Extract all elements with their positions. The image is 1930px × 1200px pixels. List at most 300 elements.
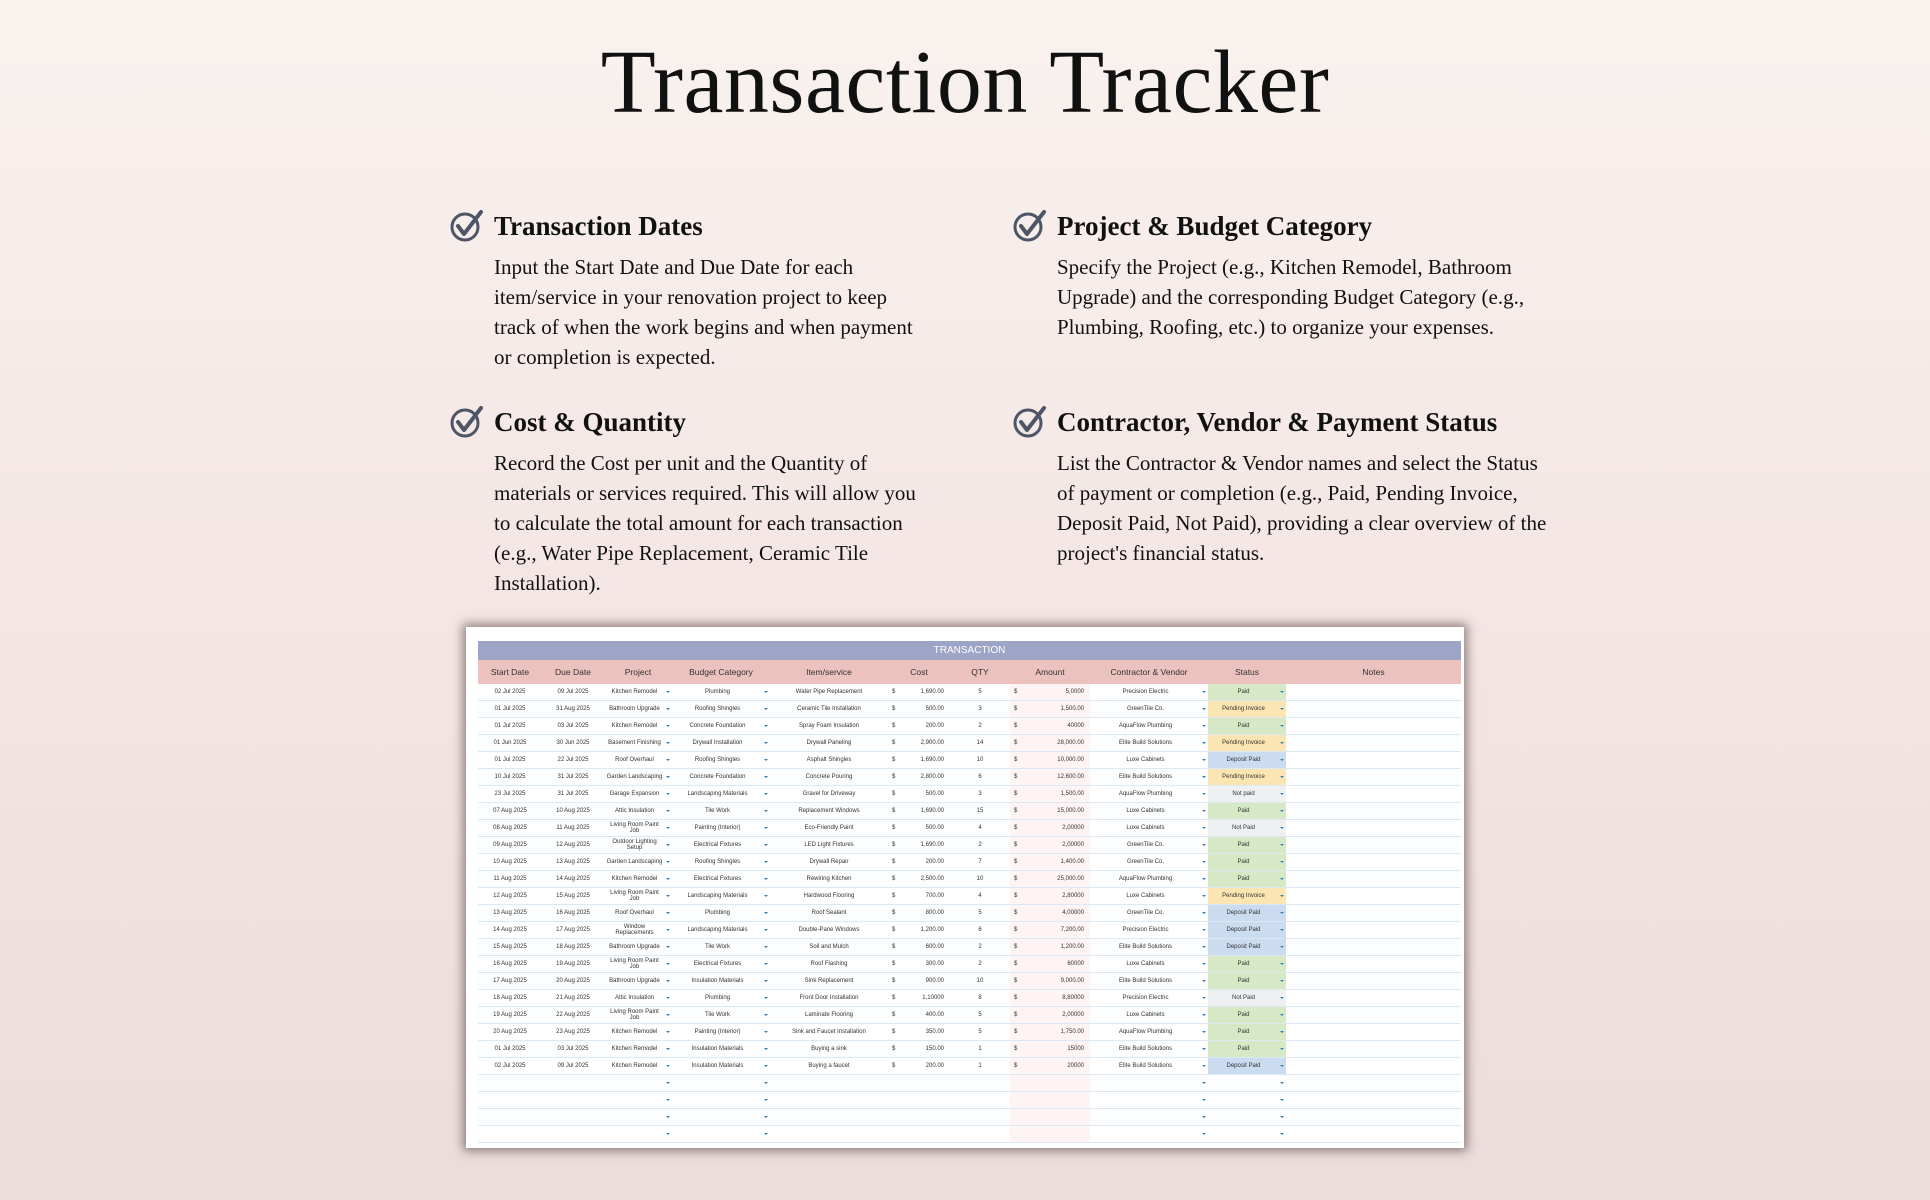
item-service-cell[interactable] xyxy=(770,820,888,837)
empty-table-row xyxy=(478,1126,1461,1143)
start-date-cell[interactable] xyxy=(478,752,542,769)
empty-cell[interactable] xyxy=(950,1126,1010,1143)
amount-cell[interactable] xyxy=(1010,786,1090,803)
item-service-cell[interactable] xyxy=(770,956,888,973)
notes-cell[interactable] xyxy=(1286,786,1461,803)
due-date-cell[interactable] xyxy=(542,905,604,922)
status-dropdown[interactable] xyxy=(1208,820,1286,837)
item-service-cell[interactable] xyxy=(770,684,888,701)
vendor-dropdown[interactable] xyxy=(1090,871,1208,888)
start-date-cell[interactable] xyxy=(478,1058,542,1075)
cost-cell[interactable] xyxy=(888,769,950,786)
start-date-cell[interactable] xyxy=(478,769,542,786)
qty-cell[interactable] xyxy=(950,769,1010,786)
notes-cell[interactable] xyxy=(1286,888,1461,905)
amount-cell[interactable] xyxy=(1010,718,1090,735)
item-service-cell[interactable] xyxy=(770,939,888,956)
amount-cell[interactable] xyxy=(1010,939,1090,956)
notes-cell[interactable] xyxy=(1286,837,1461,854)
start-date-cell[interactable] xyxy=(478,1024,542,1041)
status-dropdown[interactable] xyxy=(1208,735,1286,752)
notes-cell[interactable] xyxy=(1286,854,1461,871)
empty-cell[interactable] xyxy=(672,1109,770,1126)
cost-cell[interactable] xyxy=(888,718,950,735)
project-dropdown[interactable] xyxy=(604,939,672,956)
notes-cell[interactable] xyxy=(1286,1024,1461,1041)
start-date-cell[interactable] xyxy=(478,718,542,735)
amount-cell[interactable] xyxy=(1010,854,1090,871)
empty-cell[interactable] xyxy=(1208,1092,1286,1109)
cost-cell[interactable] xyxy=(888,871,950,888)
start-date-cell[interactable] xyxy=(478,905,542,922)
item-service-cell[interactable] xyxy=(770,1058,888,1075)
budget-category-dropdown[interactable] xyxy=(672,820,770,837)
budget-category-dropdown[interactable] xyxy=(672,701,770,718)
item-service-cell[interactable] xyxy=(770,1041,888,1058)
vendor-dropdown[interactable] xyxy=(1090,854,1208,871)
cost-cell[interactable] xyxy=(888,803,950,820)
budget-category-dropdown[interactable] xyxy=(672,871,770,888)
project-dropdown[interactable] xyxy=(604,786,672,803)
start-date-cell[interactable] xyxy=(478,820,542,837)
due-date-cell[interactable] xyxy=(542,888,604,905)
vendor-dropdown[interactable] xyxy=(1090,1007,1208,1024)
project-dropdown[interactable] xyxy=(604,990,672,1007)
empty-cell[interactable] xyxy=(1010,1092,1090,1109)
qty-cell[interactable] xyxy=(950,718,1010,735)
due-date-cell[interactable] xyxy=(542,973,604,990)
project-dropdown[interactable] xyxy=(604,1024,672,1041)
amount-cell[interactable] xyxy=(1010,769,1090,786)
amount-cell[interactable] xyxy=(1010,735,1090,752)
cost-cell[interactable] xyxy=(888,820,950,837)
empty-cell[interactable] xyxy=(950,1092,1010,1109)
start-date-cell[interactable] xyxy=(478,854,542,871)
empty-cell[interactable] xyxy=(770,1092,888,1109)
due-date-cell[interactable] xyxy=(542,956,604,973)
project-dropdown[interactable] xyxy=(604,1007,672,1024)
vendor-dropdown[interactable] xyxy=(1090,905,1208,922)
amount-cell[interactable] xyxy=(1010,990,1090,1007)
empty-cell[interactable] xyxy=(1208,1109,1286,1126)
budget-category-dropdown[interactable] xyxy=(672,718,770,735)
cost-cell[interactable] xyxy=(888,1058,950,1075)
amount-cell[interactable] xyxy=(1010,888,1090,905)
empty-cell[interactable] xyxy=(1090,1126,1208,1143)
budget-category-dropdown[interactable] xyxy=(672,1007,770,1024)
empty-cell[interactable] xyxy=(478,1109,542,1126)
project-dropdown[interactable] xyxy=(604,803,672,820)
cost-cell[interactable] xyxy=(888,684,950,701)
empty-cell[interactable] xyxy=(950,1109,1010,1126)
qty-cell[interactable] xyxy=(950,1058,1010,1075)
vendor-dropdown[interactable] xyxy=(1090,990,1208,1007)
project-dropdown[interactable] xyxy=(604,1058,672,1075)
vendor-dropdown[interactable] xyxy=(1090,939,1208,956)
amount-cell[interactable] xyxy=(1010,1024,1090,1041)
amount-cell[interactable] xyxy=(1010,820,1090,837)
start-date-cell[interactable] xyxy=(478,888,542,905)
due-date-cell[interactable] xyxy=(542,1058,604,1075)
item-service-cell[interactable] xyxy=(770,752,888,769)
empty-cell[interactable] xyxy=(1090,1075,1208,1092)
status-dropdown[interactable] xyxy=(1208,1024,1286,1041)
due-date-cell[interactable] xyxy=(542,752,604,769)
cost-cell[interactable] xyxy=(888,905,950,922)
vendor-dropdown[interactable] xyxy=(1090,820,1208,837)
budget-category-dropdown[interactable] xyxy=(672,837,770,854)
budget-category-dropdown[interactable] xyxy=(672,956,770,973)
item-service-cell[interactable] xyxy=(770,905,888,922)
start-date-cell[interactable] xyxy=(478,990,542,1007)
budget-category-dropdown[interactable] xyxy=(672,1041,770,1058)
due-date-cell[interactable] xyxy=(542,854,604,871)
vendor-dropdown[interactable] xyxy=(1090,735,1208,752)
empty-cell[interactable] xyxy=(1286,1092,1461,1109)
project-dropdown[interactable] xyxy=(604,905,672,922)
project-dropdown[interactable] xyxy=(604,888,672,905)
item-service-cell[interactable] xyxy=(770,786,888,803)
budget-category-dropdown[interactable] xyxy=(672,939,770,956)
empty-cell[interactable] xyxy=(888,1075,950,1092)
vendor-dropdown[interactable] xyxy=(1090,769,1208,786)
empty-cell[interactable] xyxy=(604,1092,672,1109)
status-dropdown[interactable] xyxy=(1208,752,1286,769)
item-service-cell[interactable] xyxy=(770,735,888,752)
cost-cell[interactable] xyxy=(888,922,950,939)
status-dropdown[interactable] xyxy=(1208,786,1286,803)
budget-category-dropdown[interactable] xyxy=(672,803,770,820)
due-date-cell[interactable] xyxy=(542,871,604,888)
project-dropdown[interactable] xyxy=(604,718,672,735)
notes-cell[interactable] xyxy=(1286,905,1461,922)
amount-cell[interactable] xyxy=(1010,752,1090,769)
budget-category-dropdown[interactable] xyxy=(672,769,770,786)
start-date-cell[interactable] xyxy=(478,803,542,820)
item-service-cell[interactable] xyxy=(770,1007,888,1024)
project-dropdown[interactable] xyxy=(604,701,672,718)
start-date-cell[interactable] xyxy=(478,973,542,990)
vendor-dropdown[interactable] xyxy=(1090,701,1208,718)
empty-cell[interactable] xyxy=(604,1075,672,1092)
cost-cell[interactable] xyxy=(888,973,950,990)
empty-cell[interactable] xyxy=(604,1109,672,1126)
status-dropdown[interactable] xyxy=(1208,854,1286,871)
vendor-dropdown[interactable] xyxy=(1090,752,1208,769)
empty-cell[interactable] xyxy=(1090,1109,1208,1126)
qty-cell[interactable] xyxy=(950,752,1010,769)
empty-cell[interactable] xyxy=(1208,1126,1286,1143)
qty-cell[interactable] xyxy=(950,837,1010,854)
notes-cell[interactable] xyxy=(1286,752,1461,769)
vendor-dropdown[interactable] xyxy=(1090,1041,1208,1058)
empty-cell[interactable] xyxy=(542,1126,604,1143)
project-dropdown[interactable] xyxy=(604,956,672,973)
qty-cell[interactable] xyxy=(950,973,1010,990)
start-date-cell[interactable] xyxy=(478,956,542,973)
empty-cell[interactable] xyxy=(478,1075,542,1092)
vendor-dropdown[interactable] xyxy=(1090,973,1208,990)
due-date-cell[interactable] xyxy=(542,1024,604,1041)
vendor-dropdown[interactable] xyxy=(1090,922,1208,939)
start-date-cell[interactable] xyxy=(478,684,542,701)
notes-cell[interactable] xyxy=(1286,769,1461,786)
notes-cell[interactable] xyxy=(1286,1041,1461,1058)
notes-cell[interactable] xyxy=(1286,939,1461,956)
item-service-cell[interactable] xyxy=(770,1024,888,1041)
due-date-cell[interactable] xyxy=(542,837,604,854)
amount-cell[interactable] xyxy=(1010,701,1090,718)
notes-cell[interactable] xyxy=(1286,990,1461,1007)
project-dropdown[interactable] xyxy=(604,752,672,769)
start-date-cell[interactable] xyxy=(478,922,542,939)
vendor-dropdown[interactable] xyxy=(1090,718,1208,735)
due-date-cell[interactable] xyxy=(542,939,604,956)
due-date-cell[interactable] xyxy=(542,718,604,735)
empty-cell[interactable] xyxy=(1286,1109,1461,1126)
start-date-cell[interactable] xyxy=(478,1007,542,1024)
project-dropdown[interactable] xyxy=(604,1041,672,1058)
empty-cell[interactable] xyxy=(478,1126,542,1143)
due-date-cell[interactable] xyxy=(542,701,604,718)
qty-cell[interactable] xyxy=(950,1007,1010,1024)
vendor-dropdown[interactable] xyxy=(1090,956,1208,973)
amount-cell[interactable] xyxy=(1010,1007,1090,1024)
start-date-cell[interactable] xyxy=(478,871,542,888)
start-date-cell[interactable] xyxy=(478,701,542,718)
cost-cell[interactable] xyxy=(888,1024,950,1041)
amount-cell[interactable] xyxy=(1010,905,1090,922)
qty-cell[interactable] xyxy=(950,888,1010,905)
item-service-cell[interactable] xyxy=(770,769,888,786)
empty-cell[interactable] xyxy=(770,1109,888,1126)
empty-cell[interactable] xyxy=(888,1126,950,1143)
project-dropdown[interactable] xyxy=(604,735,672,752)
qty-cell[interactable] xyxy=(950,939,1010,956)
budget-category-dropdown[interactable] xyxy=(672,905,770,922)
empty-cell[interactable] xyxy=(1010,1126,1090,1143)
status-dropdown[interactable] xyxy=(1208,939,1286,956)
budget-category-dropdown[interactable] xyxy=(672,786,770,803)
cost-cell[interactable] xyxy=(888,735,950,752)
vendor-dropdown[interactable] xyxy=(1090,888,1208,905)
status-dropdown[interactable] xyxy=(1208,769,1286,786)
status-dropdown[interactable] xyxy=(1208,973,1286,990)
cost-cell[interactable] xyxy=(888,1041,950,1058)
qty-cell[interactable] xyxy=(950,922,1010,939)
start-date-cell[interactable] xyxy=(478,786,542,803)
empty-cell[interactable] xyxy=(888,1092,950,1109)
start-date-cell[interactable] xyxy=(478,1041,542,1058)
budget-category-dropdown[interactable] xyxy=(672,1058,770,1075)
cost-cell[interactable] xyxy=(888,888,950,905)
empty-cell[interactable] xyxy=(1286,1126,1461,1143)
empty-cell[interactable] xyxy=(478,1092,542,1109)
notes-cell[interactable] xyxy=(1286,735,1461,752)
amount-cell[interactable] xyxy=(1010,1058,1090,1075)
status-dropdown[interactable] xyxy=(1208,684,1286,701)
amount-cell[interactable] xyxy=(1010,973,1090,990)
start-date-cell[interactable] xyxy=(478,735,542,752)
empty-cell[interactable] xyxy=(1090,1092,1208,1109)
qty-cell[interactable] xyxy=(950,1024,1010,1041)
project-dropdown[interactable] xyxy=(604,922,672,939)
item-service-cell[interactable] xyxy=(770,990,888,1007)
project-dropdown[interactable] xyxy=(604,871,672,888)
due-date-cell[interactable] xyxy=(542,1041,604,1058)
item-service-cell[interactable] xyxy=(770,837,888,854)
vendor-dropdown[interactable] xyxy=(1090,786,1208,803)
empty-cell[interactable] xyxy=(1208,1075,1286,1092)
status-dropdown[interactable] xyxy=(1208,701,1286,718)
empty-cell[interactable] xyxy=(950,1075,1010,1092)
empty-cell[interactable] xyxy=(1286,1075,1461,1092)
start-date-cell[interactable] xyxy=(478,837,542,854)
notes-cell[interactable] xyxy=(1286,684,1461,701)
notes-cell[interactable] xyxy=(1286,803,1461,820)
due-date-cell[interactable] xyxy=(542,786,604,803)
notes-cell[interactable] xyxy=(1286,871,1461,888)
status-dropdown[interactable] xyxy=(1208,803,1286,820)
qty-cell[interactable] xyxy=(950,803,1010,820)
amount-cell[interactable] xyxy=(1010,803,1090,820)
status-dropdown[interactable] xyxy=(1208,1007,1286,1024)
project-dropdown[interactable] xyxy=(604,973,672,990)
project-dropdown[interactable] xyxy=(604,854,672,871)
qty-cell[interactable] xyxy=(950,1041,1010,1058)
budget-category-dropdown[interactable] xyxy=(672,973,770,990)
amount-cell[interactable] xyxy=(1010,956,1090,973)
notes-cell[interactable] xyxy=(1286,820,1461,837)
empty-cell[interactable] xyxy=(672,1092,770,1109)
cost-cell[interactable] xyxy=(888,990,950,1007)
status-dropdown[interactable] xyxy=(1208,1058,1286,1075)
notes-cell[interactable] xyxy=(1286,956,1461,973)
project-dropdown[interactable] xyxy=(604,820,672,837)
project-dropdown[interactable] xyxy=(604,769,672,786)
status-dropdown[interactable] xyxy=(1208,1041,1286,1058)
budget-category-dropdown[interactable] xyxy=(672,990,770,1007)
amount-cell[interactable] xyxy=(1010,922,1090,939)
status-dropdown[interactable] xyxy=(1208,922,1286,939)
vendor-dropdown[interactable] xyxy=(1090,837,1208,854)
cost-cell[interactable] xyxy=(888,854,950,871)
vendor-dropdown[interactable] xyxy=(1090,803,1208,820)
status-dropdown[interactable] xyxy=(1208,956,1286,973)
qty-cell[interactable] xyxy=(950,990,1010,1007)
item-service-cell[interactable] xyxy=(770,803,888,820)
qty-cell[interactable] xyxy=(950,820,1010,837)
due-date-cell[interactable] xyxy=(542,1007,604,1024)
qty-cell[interactable] xyxy=(950,786,1010,803)
vendor-dropdown[interactable] xyxy=(1090,684,1208,701)
notes-cell[interactable] xyxy=(1286,1007,1461,1024)
item-service-cell[interactable] xyxy=(770,922,888,939)
item-service-cell[interactable] xyxy=(770,973,888,990)
due-date-cell[interactable] xyxy=(542,803,604,820)
cost-cell[interactable] xyxy=(888,939,950,956)
qty-cell[interactable] xyxy=(950,956,1010,973)
amount-cell[interactable] xyxy=(1010,871,1090,888)
start-date-cell[interactable] xyxy=(478,939,542,956)
budget-category-dropdown[interactable] xyxy=(672,735,770,752)
cost-cell[interactable] xyxy=(888,837,950,854)
cost-cell[interactable] xyxy=(888,752,950,769)
cost-cell[interactable] xyxy=(888,1007,950,1024)
cost-cell[interactable] xyxy=(888,786,950,803)
vendor-dropdown[interactable] xyxy=(1090,1058,1208,1075)
item-service-cell[interactable] xyxy=(770,854,888,871)
empty-cell[interactable] xyxy=(542,1092,604,1109)
status-dropdown[interactable] xyxy=(1208,718,1286,735)
start-date-value: 07 Aug 2025 xyxy=(493,807,527,814)
item-service-cell[interactable] xyxy=(770,888,888,905)
due-date-cell[interactable] xyxy=(542,820,604,837)
empty-cell[interactable] xyxy=(542,1075,604,1092)
project-dropdown[interactable] xyxy=(604,837,672,854)
column-header: Item/service xyxy=(770,660,888,684)
empty-cell[interactable] xyxy=(672,1126,770,1143)
notes-cell[interactable] xyxy=(1286,1058,1461,1075)
budget-category-dropdown[interactable] xyxy=(672,922,770,939)
budget-category-dropdown[interactable] xyxy=(672,888,770,905)
vendor-dropdown[interactable] xyxy=(1090,1024,1208,1041)
due-date-cell[interactable] xyxy=(542,735,604,752)
amount-cell[interactable] xyxy=(1010,837,1090,854)
amount-cell[interactable] xyxy=(1010,684,1090,701)
empty-cell[interactable] xyxy=(770,1126,888,1143)
empty-cell[interactable] xyxy=(604,1126,672,1143)
budget-category-dropdown[interactable] xyxy=(672,854,770,871)
notes-cell[interactable] xyxy=(1286,718,1461,735)
qty-cell[interactable] xyxy=(950,854,1010,871)
qty-cell[interactable] xyxy=(950,684,1010,701)
amount-cell[interactable] xyxy=(1010,1041,1090,1058)
qty-cell[interactable] xyxy=(950,735,1010,752)
empty-cell[interactable] xyxy=(888,1109,950,1126)
notes-cell[interactable] xyxy=(1286,922,1461,939)
status-dropdown[interactable] xyxy=(1208,990,1286,1007)
item-service-cell[interactable] xyxy=(770,871,888,888)
empty-cell[interactable] xyxy=(672,1075,770,1092)
project-dropdown[interactable] xyxy=(604,684,672,701)
budget-category-dropdown[interactable] xyxy=(672,684,770,701)
notes-cell[interactable] xyxy=(1286,701,1461,718)
qty-cell[interactable] xyxy=(950,905,1010,922)
empty-cell[interactable] xyxy=(542,1109,604,1126)
cost-cell[interactable] xyxy=(888,956,950,973)
budget-category-dropdown[interactable] xyxy=(672,752,770,769)
budget-category-dropdown[interactable] xyxy=(672,1024,770,1041)
status-dropdown[interactable] xyxy=(1208,905,1286,922)
notes-cell[interactable] xyxy=(1286,973,1461,990)
empty-cell[interactable] xyxy=(1010,1075,1090,1092)
status-dropdown[interactable] xyxy=(1208,888,1286,905)
empty-cell[interactable] xyxy=(770,1075,888,1092)
due-date-cell[interactable] xyxy=(542,684,604,701)
due-date-cell[interactable] xyxy=(542,922,604,939)
empty-cell[interactable] xyxy=(1010,1109,1090,1126)
item-service-cell[interactable] xyxy=(770,701,888,718)
cost-cell[interactable] xyxy=(888,701,950,718)
status-dropdown[interactable] xyxy=(1208,837,1286,854)
status-dropdown[interactable] xyxy=(1208,871,1286,888)
item-service-cell[interactable] xyxy=(770,718,888,735)
due-date-cell[interactable] xyxy=(542,990,604,1007)
due-date-cell[interactable] xyxy=(542,769,604,786)
qty-cell[interactable] xyxy=(950,871,1010,888)
qty-cell[interactable] xyxy=(950,701,1010,718)
